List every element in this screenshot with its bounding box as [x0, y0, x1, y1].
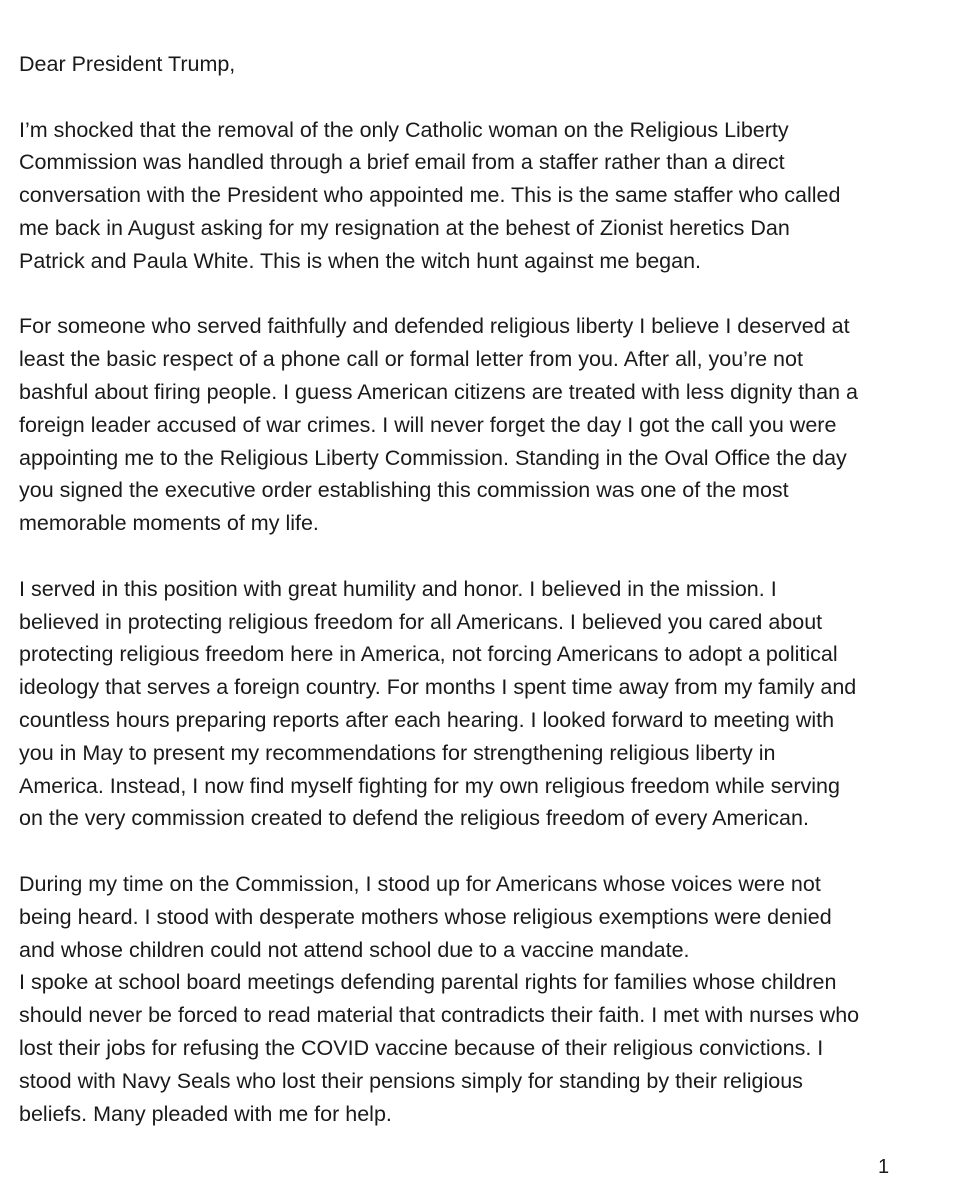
paragraph-gap [19, 278, 949, 311]
paragraph-2 [19, 310, 949, 540]
text-line: me back in August asking for my resignation at the behest of Zionist heretics Dan [19, 215, 790, 240]
page-number: 1 [878, 1156, 890, 1178]
text-line: During my time on the Commission, I stood up for Americans whose voices were not [19, 871, 821, 896]
text-line: you signed the executive order establishing this commission was one of the most [19, 478, 789, 503]
paragraph-gap [19, 540, 949, 573]
salutation [19, 48, 949, 81]
text-line: I served in this position with great humility and honor. I believed in the mission. I [19, 576, 777, 601]
salutation-line: Dear President Trump, [19, 52, 236, 76]
text-line: I spoke at school board meetings defending parental rights for families whose children [19, 970, 837, 995]
text-line: ideology that serves a foreign country. For months I spent time away from my family and [19, 675, 857, 700]
text-line: conversation with the President who appointed me. This is the same staffer who called [19, 183, 841, 208]
text-line: and whose children could not attend school due to a vaccine mandate. [19, 937, 690, 962]
text-line: bashful about firing people. I guess American citizens are treated with less dignity than a [19, 379, 858, 404]
paragraph-4 [19, 868, 949, 1130]
text-line: countless hours preparing reports after each hearing. I looked forward to meeting with [19, 707, 835, 732]
text-line: on the very commission created to defend the religious freedom of every American. [19, 806, 809, 831]
text-line: lost their jobs for refusing the COVID vaccine because of their religious convictions. I [19, 1035, 824, 1060]
text-line: For someone who served faithfully and defended religious liberty I believe I deserved at [19, 314, 850, 339]
text-line: I’m shocked that the removal of the only Catholic woman on the Religious Liberty [19, 117, 789, 142]
text-line: foreign leader accused of war crimes. I will never forget the day I got the call you were [19, 412, 837, 437]
paragraph-3 [19, 573, 949, 835]
text-line: America. Instead, I now find myself fighting for my own religious freedom while serving [19, 773, 840, 798]
text-line: least the basic respect of a phone call or formal letter from you. After all, you’re not [19, 347, 803, 372]
text-line: beliefs. Many pleaded with me for help. [19, 1101, 392, 1126]
text-line: protecting religious freedom here in America, not forcing Americans to adopt a political [19, 642, 838, 667]
paragraph-gap [19, 835, 949, 868]
paragraph-gap [19, 81, 949, 114]
text-line: appointing me to the Religious Liberty Commission. Standing in the Oval Office the day [19, 445, 847, 470]
text-line: stood with Navy Seals who lost their pensions simply for standing by their religious [19, 1068, 803, 1093]
text-line: Commission was handled through a brief email from a staffer rather than a direct [19, 150, 785, 175]
paragraph-1 [19, 114, 949, 278]
text-line: Patrick and Paula White. This is when the witch hunt against me began. [19, 248, 702, 273]
letter-body [19, 48, 949, 1130]
text-line: believed in protecting religious freedom for all Americans. I believed you cared about [19, 609, 823, 634]
text-line: you in May to present my recommendations for strengthening religious liberty in [19, 740, 776, 765]
text-line: being heard. I stood with desperate mothers whose religious exemptions were denied [19, 904, 832, 929]
text-line: memorable moments of my life. [19, 511, 319, 536]
text-line: should never be forced to read material that contradicts their faith. I met with nurses who [19, 1003, 860, 1028]
